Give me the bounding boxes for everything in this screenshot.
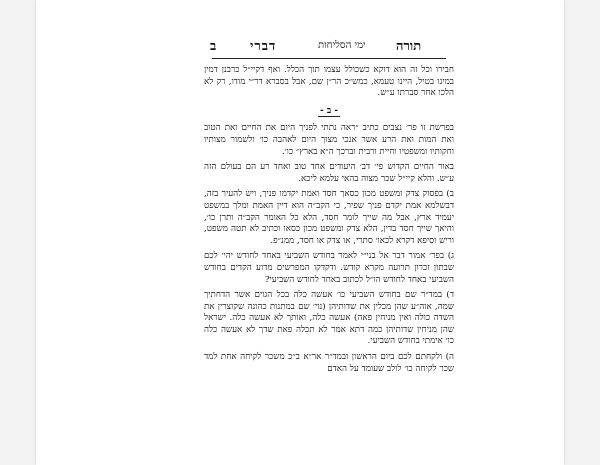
paragraph-5: ג) בפר׳ אמור דבר אל בני״י לאמר בחודש השביעי באחד לחודש יהי׳ לכם שבתון זכרון תרועה מקרא קודש. ודקדקו המפרשים מדוע הקדים בחודש השביעי באחד לחודש הו״ל לכתוב באחד לחודש השביעי?: [204, 251, 454, 285]
header-title: דברי: [250, 39, 277, 54]
paragraph-1: חבירו וכל זה הוא דוקא כשכולל עצמו תוך הכלל. ואף דקיי״ל כרבנן דמין במינו בטיל, היינו טעמא, כמש״כ הר״ן שם, אבל בסברא דר״י מודו, רק לא הלכו אחר סברתו ע״ש.: [204, 65, 454, 99]
page-number: ב: [210, 39, 217, 54]
paragraph-4: ב) בפסוק צדק ומשפט מכון כסאך חסד ואמת יקדמו פניך, ויש להעיר בזה, דבשלמא אמת יקדם פניך שפיר, כי הקב״ה הוא דיין האמת ומלך במשפט יעמיד ארץ, אבל מה שייך לומר חסד, הלא כל האומר הקב״ה ותרן כו׳, והיאך שייך חסד בדין, הלא צדק ומשפט מכון כסאו וכתיב לא תטה משפט, וריש וסיפא דקרא לכאו׳ סתרי, או צדק או חסד, ממנ״פ.: [204, 189, 454, 246]
paragraph-7: ה) ולקחתם לכם ביום הראשון ובמד״ר אר״א ב״כ משכר לקיחה אחת למד שכר לקיחה כו׳ לולב שעומד על האדם: [204, 352, 454, 374]
header-rule: [212, 58, 446, 59]
paragraph-2: בפרשת זו פר׳ נצבים כתיב ״ראה נתתי לפניך היום את החיים ואת הטוב ואת המות ואת הרע אשר אנכי מצוך היום לאהבה כו׳ ולשמור מצותיו וחקותיו ומשפטיו וחיית ורבית וברכך ה״א בארץ״ כו׳.: [204, 123, 454, 157]
section-marker: [204, 106, 454, 118]
document-body: [204, 65, 454, 379]
running-header: [36, 38, 564, 56]
header-book: תורה: [396, 39, 422, 54]
section-marker-label: - ב -: [319, 105, 339, 116]
paragraph-6: ד) במד״ר שם בחודש השביעי כו׳ אעשה כלה בכל הגוים אשר הדחתיך שמה, אוה״ע שהן מכלין את שדותיהן (נוי׳ שם במתנות כהונה שקוצרין את השדה כולה ואין מניחין פאה) אעשה כלה, ואותך לא אעשה כלה. ישראל שהן מניחין שדותיהן כמה דתא אמר לא תכלה פאת שדך לא אעשה כלה כו׳ אימתי בחודש השביעי.: [204, 290, 454, 347]
paragraph-3: באור החיים הקדוש פי׳ דב׳ היעודים אחד טוב ואחד רע הם בעולם הזה ע״ש. והלא קיי״ל שכר מצוה בהאי עלמא ליכא.: [204, 162, 454, 184]
header-subtitle: ימי הסליחות: [318, 40, 366, 51]
document-page: [36, 0, 564, 465]
